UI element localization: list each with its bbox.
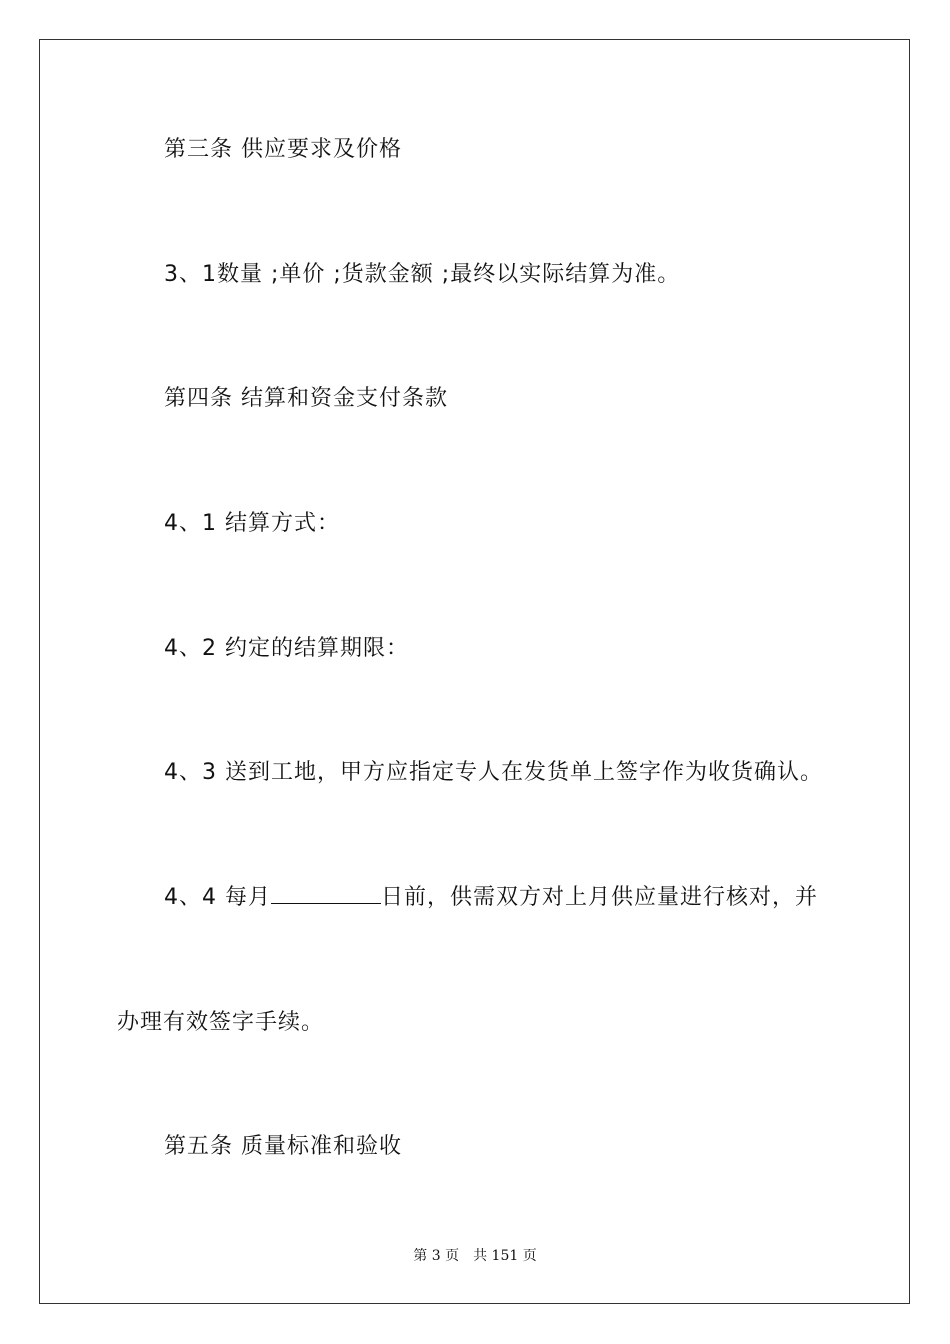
clause-3-1: 3、1数量 ;单价 ;货款金额 ;最终以实际结算为准。 bbox=[164, 262, 681, 287]
page-footer bbox=[0, 1247, 950, 1265]
article-5-heading: 第五条 质量标准和验收 bbox=[164, 1134, 402, 1159]
page-frame bbox=[39, 39, 910, 1304]
clause-4-1: 4、1 结算方式： bbox=[164, 511, 340, 536]
article-3-heading: 第三条 供应要求及价格 bbox=[164, 137, 402, 162]
fill-in-blank bbox=[271, 885, 381, 904]
clause-4-4-continuation: 办理有效签字手续。 bbox=[117, 1010, 325, 1035]
total-pages: 共 151 页 bbox=[473, 1248, 537, 1264]
article-4-heading: 第四条 结算和资金支付条款 bbox=[164, 386, 448, 411]
clause-4-3: 4、3 送到工地，甲方应指定专人在发货单上签字作为收货确认。 bbox=[164, 760, 823, 785]
page-number: 第 3 页 bbox=[413, 1248, 460, 1264]
clause-4-4 bbox=[164, 885, 818, 911]
clause-4-2: 4、2 约定的结算期限： bbox=[164, 636, 409, 661]
clause-4-4-end: 日前，供需双方对上月供应量进行核对，并 bbox=[381, 885, 819, 910]
clause-4-4-start: 4、4 每月 bbox=[164, 885, 271, 910]
